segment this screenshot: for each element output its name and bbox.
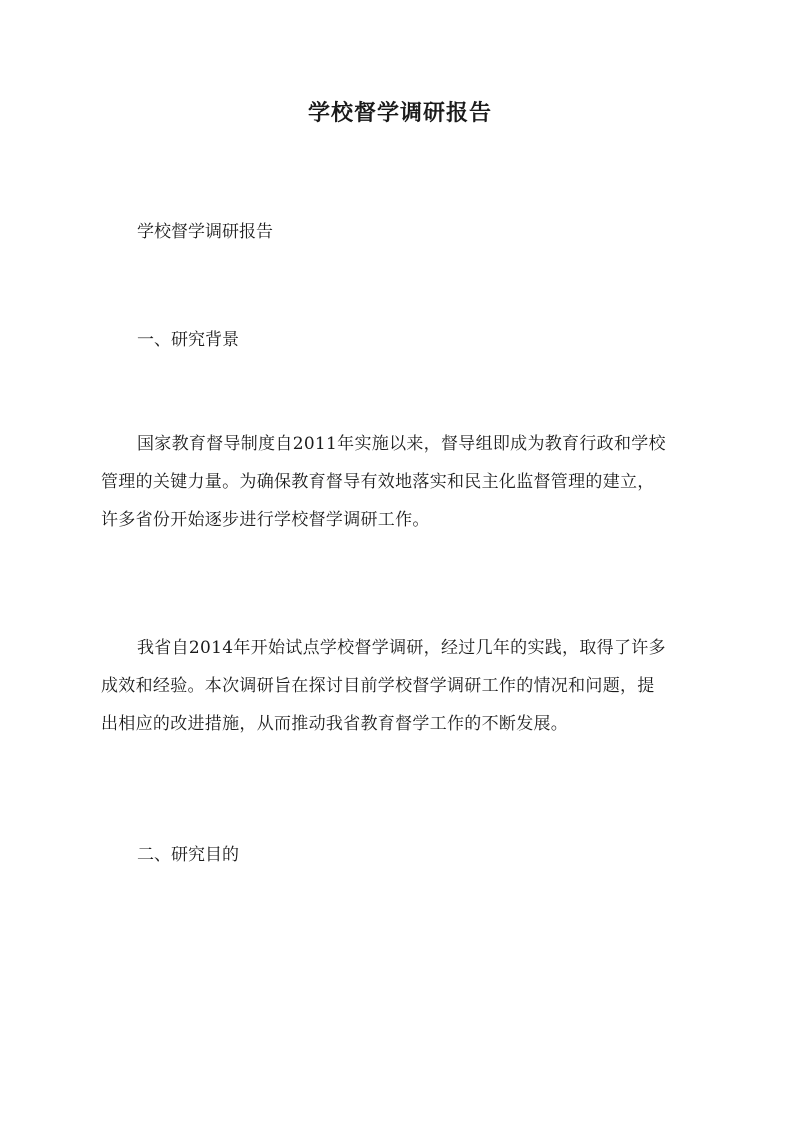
document-title: 学校督学调研报告: [307, 100, 492, 126]
section-heading-background: 一、研究背景: [137, 330, 239, 350]
paragraph-line: 出相应的改进措施，从而推动我省教育督学工作的不断发展。: [101, 714, 569, 734]
paragraph-background-1: [101, 425, 701, 539]
paragraph-line: 国家教育督导制度自2011年实施以来，督导组即成为教育行政和学校: [137, 434, 666, 454]
paragraph-line: 成效和经验。本次调研旨在探讨目前学校督学调研工作的情况和问题，提: [101, 676, 655, 696]
document-subtitle: 学校督学调研报告: [137, 222, 273, 242]
paragraph-background-2: [101, 629, 701, 743]
paragraph-line: 我省自2014年开始试点学校督学调研，经过几年的实践，取得了许多: [137, 638, 666, 658]
paragraph-line: 许多省份开始逐步进行学校督学调研工作。: [101, 510, 430, 530]
paragraph-line: 管理的关键力量。为确保教育督导有效地落实和民主化监督管理的建立，: [101, 472, 655, 492]
section-heading-purpose: 二、研究目的: [137, 845, 239, 865]
